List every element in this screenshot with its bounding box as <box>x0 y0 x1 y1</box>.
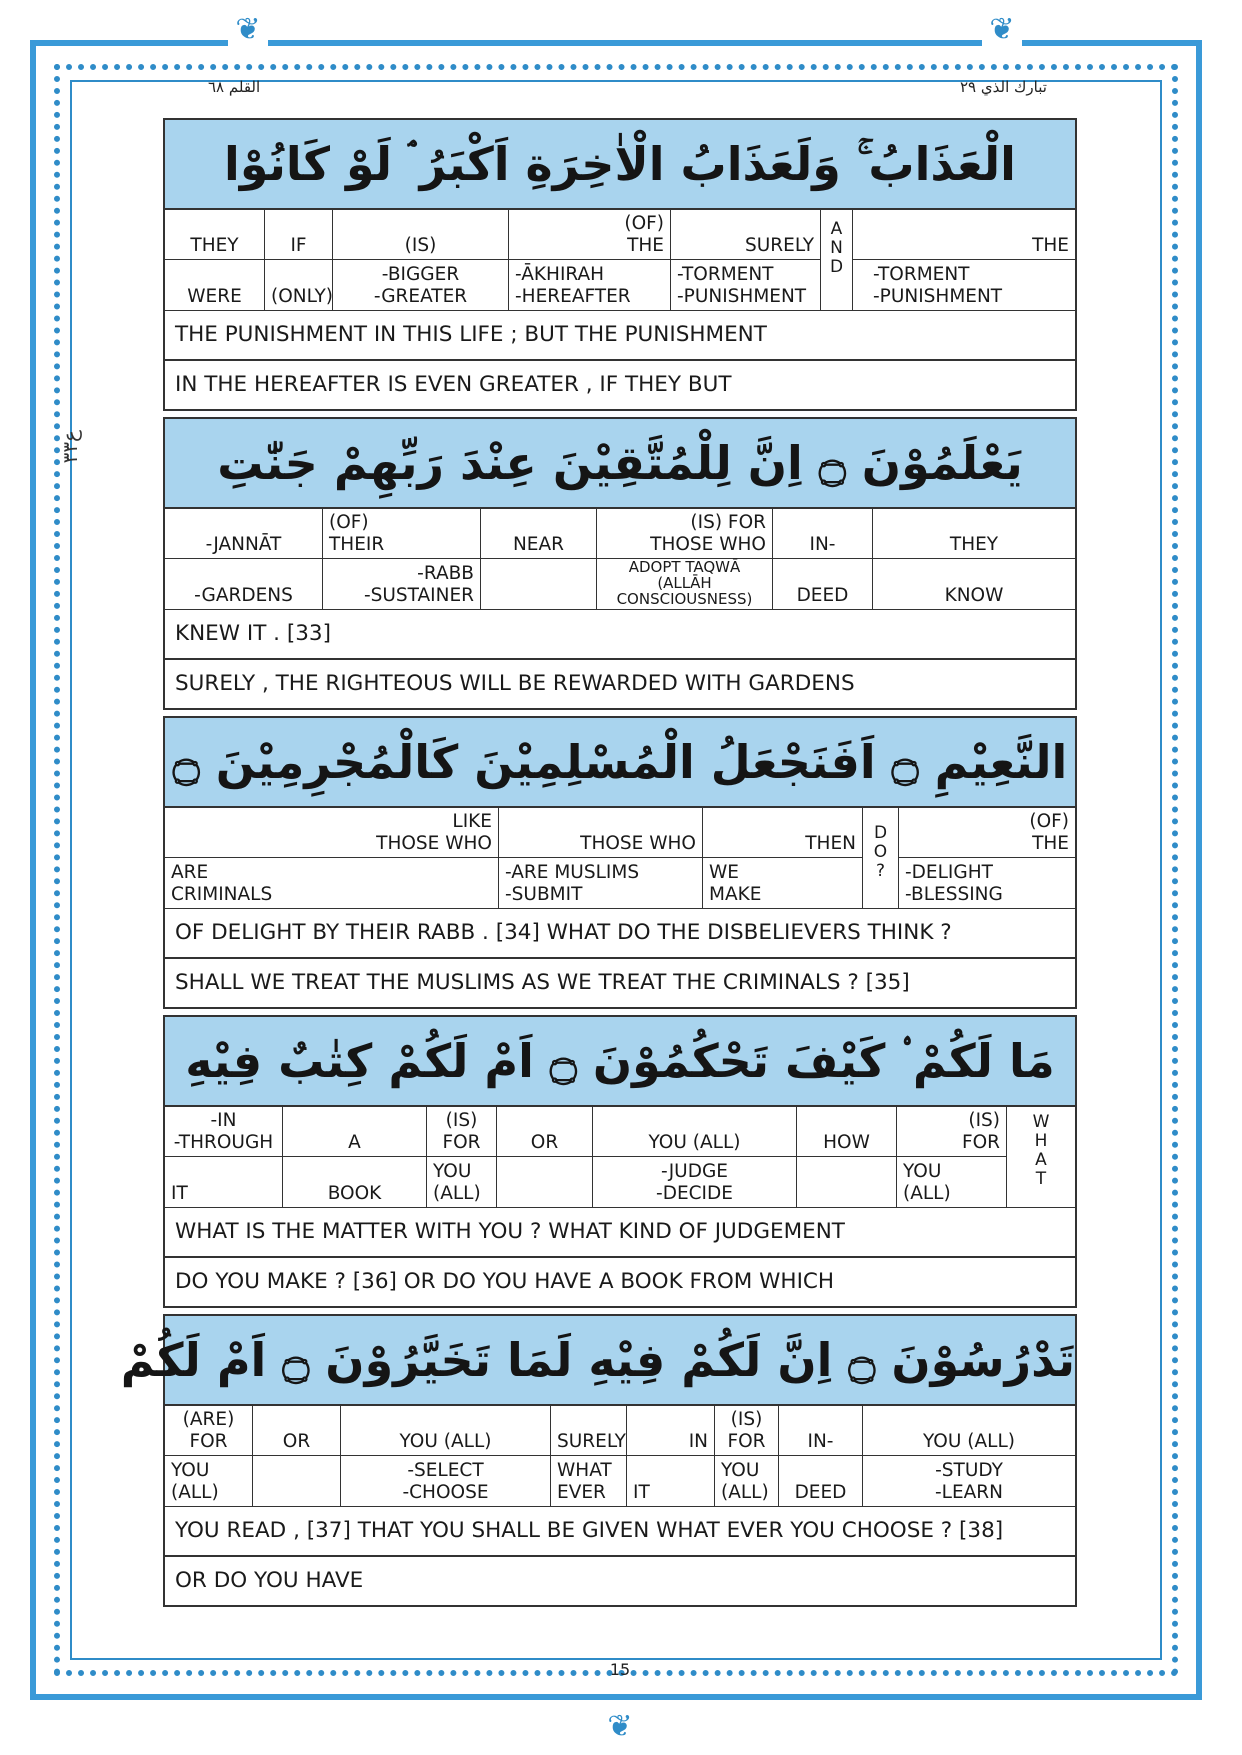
word-cell-vertical: D O ? <box>863 808 899 908</box>
word-cell: OR <box>253 1406 341 1506</box>
header-surah-name: القلم ٦٨ <box>208 78 261 96</box>
word-cell: THEY WERE <box>165 210 265 310</box>
arabic-verse-line: مَا لَكُمْ ۟ كَيْفَ تَحْكُمُوْنَ ۝ اَمْ لَكُمْ كِتٰبٌ فِيْهِ <box>163 1015 1077 1107</box>
word-cell: YOU (ALL) -SELECT -CHOOSE <box>341 1406 551 1506</box>
ruku-marker: ع٣٣ <box>58 430 82 464</box>
bottom-ornament: ❦ <box>600 1707 640 1747</box>
translation-line: OR DO YOU HAVE <box>163 1557 1077 1607</box>
word-cell: (OF) THE -DELIGHT -BLESSING <box>899 808 1075 908</box>
translation-line: WHAT IS THE MATTER WITH YOU ? WHAT KIND OF JUDGEMENT <box>163 1208 1077 1258</box>
word-cell: THEY KNOW <box>873 509 1075 609</box>
top-right-ornament: ❦ <box>982 10 1022 50</box>
translation-line: KNEW IT . [33] <box>163 610 1077 660</box>
translation-line: SURELY , THE RIGHTEOUS WILL BE REWARDED WITH GARDENS <box>163 660 1077 710</box>
word-cell: HOW <box>797 1107 897 1207</box>
word-cell: (IS) -BIGGER -GREATER <box>333 210 509 310</box>
word-cell: IF (ONLY) <box>265 210 333 310</box>
word-cell: (IS) FOR YOU (ALL) <box>715 1406 779 1506</box>
word-cell: A BOOK <box>283 1107 427 1207</box>
word-cell: SURELY -TORMENT -PUNISHMENT <box>671 210 821 310</box>
word-cell: (OF) THEIR -RABB -SUSTAINER <box>323 509 481 609</box>
word-cell: YOU (ALL) -JUDGE -DECIDE <box>593 1107 797 1207</box>
translation-line: DO YOU MAKE ? [36] OR DO YOU HAVE A BOOK FROM WHICH <box>163 1258 1077 1308</box>
word-cell: NEAR <box>481 509 597 609</box>
word-cell: OR <box>497 1107 593 1207</box>
word-cell: -JANNĀT -GARDENS <box>165 509 323 609</box>
arabic-verse-line: تَدْرُسُوْنَ ۝ اِنَّ لَكُمْ فِيْهِ لَمَا تَخَيَّرُوْنَ ۝ اَمْ لَكُمْ <box>163 1314 1077 1406</box>
word-cell: (ARE) FOR YOU (ALL) <box>165 1406 253 1506</box>
word-translation-grid <box>163 1406 1077 1507</box>
word-cell-vertical: A N D <box>821 210 853 310</box>
translation-line: SHALL WE TREAT THE MUSLIMS AS WE TREAT THE CRIMINALS ? [35] <box>163 959 1077 1009</box>
translation-line: YOU READ , [37] THAT YOU SHALL BE GIVEN WHAT EVER YOU CHOOSE ? [38] <box>163 1507 1077 1557</box>
header-juz-name: تبارك الذي ٢٩ <box>960 78 1047 96</box>
word-cell: (OF) THE -ĀKHIRAH -HEREAFTER <box>509 210 671 310</box>
word-translation-grid <box>163 509 1077 610</box>
word-cell: THEN WE MAKE <box>703 808 863 908</box>
word-translation-grid <box>163 1107 1077 1208</box>
translation-line: OF DELIGHT BY THEIR RABB . [34] WHAT DO THE DISBELIEVERS THINK ? <box>163 909 1077 959</box>
word-cell: SURELY WHAT EVER <box>551 1406 627 1506</box>
word-cell: IN- DEED <box>779 1406 863 1506</box>
page-content <box>120 118 1077 1607</box>
word-cell: THOSE WHO -ARE MUSLIMS -SUBMIT <box>499 808 703 908</box>
translation-line: THE PUNISHMENT IN THIS LIFE ; BUT THE PUNISHMENT <box>163 311 1077 361</box>
arabic-verse-line: يَعْلَمُوْنَ ۝ اِنَّ لِلْمُتَّقِيْنَ عِنْدَ رَبِّهِمْ جَنّٰتِ <box>163 417 1077 509</box>
arabic-verse-line: النَّعِيْمِ ۝ اَفَنَجْعَلُ الْمُسْلِمِيْنَ كَالْمُجْرِمِيْنَ ۝ <box>163 716 1077 808</box>
page-number: 15 <box>609 1660 631 1679</box>
word-cell: IN- DEED <box>773 509 873 609</box>
word-cell: -IN -THROUGH IT <box>165 1107 283 1207</box>
word-cell: IN IT <box>627 1406 715 1506</box>
word-translation-grid <box>163 808 1077 909</box>
word-cell: (IS) FOR THOSE WHO ADOPT TAQWĀ (ALLĀH CONSCIOUSNESS) <box>597 509 773 609</box>
translation-line: IN THE HEREAFTER IS EVEN GREATER , IF THEY BUT <box>163 361 1077 411</box>
word-cell: YOU (ALL) -STUDY -LEARN <box>863 1406 1075 1506</box>
word-cell: (IS) FOR YOU (ALL) <box>897 1107 1007 1207</box>
word-cell-vertical: W H A T <box>1032 1112 1050 1189</box>
arabic-verse-line: الْعَذَابُ ۚ وَلَعَذَابُ الْاٰخِرَةِ اَكْبَرُ ۘ لَوْ كَانُوْا <box>163 118 1077 210</box>
word-translation-grid <box>163 210 1077 311</box>
word-cell: THE -TORMENT -PUNISHMENT <box>853 210 1075 310</box>
word-cell: LIKE THOSE WHO ARE CRIMINALS <box>165 808 499 908</box>
word-cell: (IS) FOR YOU (ALL) <box>427 1107 497 1207</box>
top-left-ornament: ❦ <box>228 10 268 50</box>
